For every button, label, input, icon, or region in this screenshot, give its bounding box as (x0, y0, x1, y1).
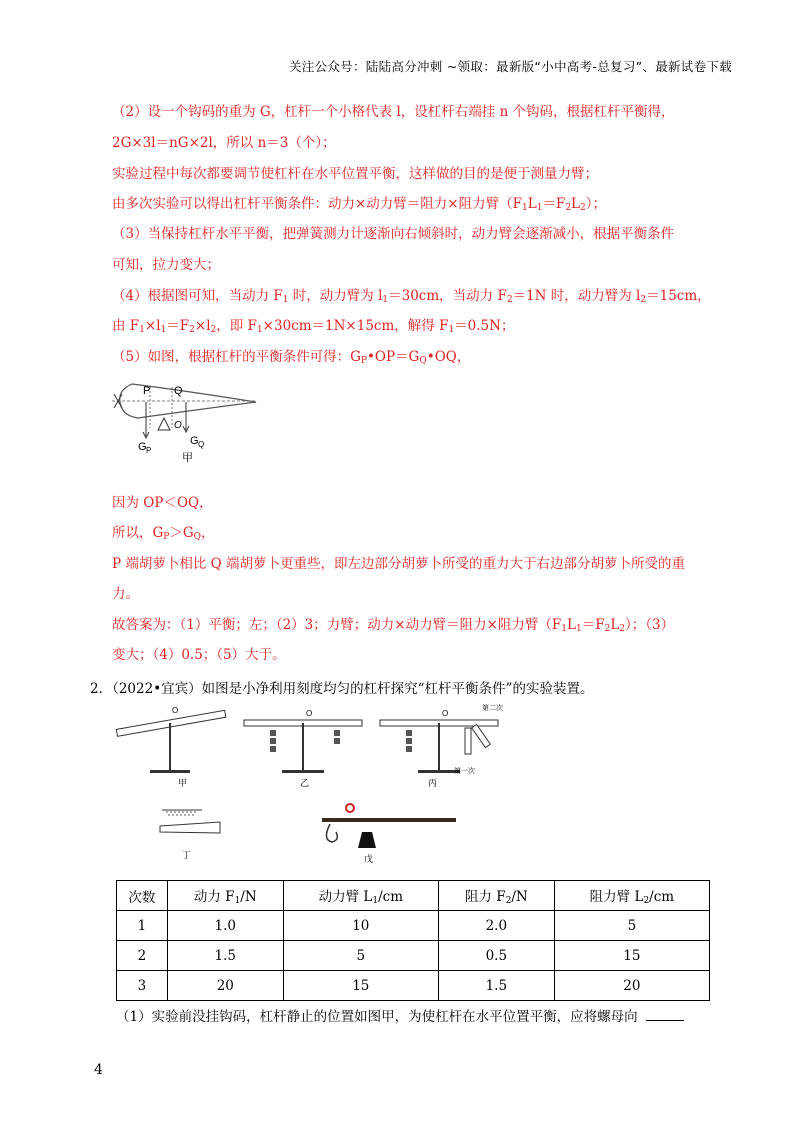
table-header-cell: 次数 (117, 881, 168, 911)
table-header-cell: 动力 $F_1/N$ (167, 881, 283, 911)
table-cell: 15 (283, 971, 438, 1001)
svg-text:第一次: 第一次 (454, 768, 475, 775)
table-cell: 1.0 (167, 911, 283, 941)
answer-line: 因为 OP＜OQ， (112, 495, 213, 511)
table-cell: 2 (117, 941, 168, 971)
answer-line: 可知，拉力变大； (112, 257, 220, 273)
figure-jia (116, 706, 226, 788)
svg-text:乙: 乙 (300, 778, 310, 788)
answer-line: 变大；（4）0.5；（5）大于。 (112, 647, 286, 663)
answer-line: 2G×3l＝nG×2l，所以 n＝3（个）； (112, 135, 336, 151)
table-header-cell: 阻力臂 $L_2/cm$ (554, 881, 709, 911)
answer-line: 所以，$G_P>G_Q$， (112, 525, 215, 542)
sub-question-1: （1）实验前没挂钩码，杠杆静止的位置如图甲，为使杠杆在水平位置平衡，应将螺母向 (116, 1005, 684, 1025)
table-cell: 3 (117, 971, 168, 1001)
table-row (117, 911, 710, 941)
svg-text:戊: 戊 (364, 854, 374, 864)
table-header-cell: 阻力 $F_2/N$ (438, 881, 554, 911)
table-cell: 1.5 (167, 941, 283, 971)
table-cell: 2.0 (438, 911, 554, 941)
figure-wu (322, 804, 456, 864)
svg-text:O: O (442, 709, 449, 718)
page-number: 4 (94, 1062, 103, 1078)
answer-line: （3）当保持杠杆水平平衡，把弹簧测力计逐渐向右倾斜时，动力臂会逐渐减小，根据平衡条件 (112, 226, 675, 242)
svg-text:O: O (306, 709, 313, 718)
svg-text:丁: 丁 (182, 850, 192, 860)
answer-line: 力。 (112, 586, 139, 602)
figure-bing (380, 703, 503, 788)
figure-ding (160, 810, 220, 860)
figure-yi (244, 709, 362, 788)
svg-text:甲: 甲 (178, 778, 188, 788)
table-cell: 0.5 (438, 941, 554, 971)
table-cell: 1.5 (438, 971, 554, 1001)
svg-text:第二次: 第二次 (482, 705, 503, 712)
svg-text:甲: 甲 (182, 452, 193, 464)
fulcrum (158, 418, 170, 430)
answer-line: （2）设一个钩码的重为 G，杠杆一个小格代表 l，设杠杆右端挂 n 个钩码，根据杠杆平衡得， (112, 104, 675, 120)
svg-text:Q: Q (174, 385, 183, 397)
table-cell: 1 (117, 911, 168, 941)
answer-line: P 端胡萝卜相比 Q 端胡萝卜更重些，即左边部分胡萝卜所受的重力大于右边部分胡萝卜所受的重 (112, 556, 686, 572)
svg-text:P: P (143, 385, 151, 397)
table-cell: 15 (554, 941, 709, 971)
svg-text:P: P (146, 446, 152, 455)
apparatus-figures (110, 698, 503, 870)
cross-mark (114, 394, 122, 408)
svg-text:O: O (174, 420, 182, 431)
table-header-row (117, 881, 710, 911)
table-cell: 20 (167, 971, 283, 1001)
answer-line: 由多次实验可以得出杠杆平衡条件：动力×动力臂＝阻力×阻力臂$(F_1L_1=F_2L_2)$； (112, 196, 606, 213)
svg-text:G: G (190, 435, 199, 447)
carrot-lever-figure (110, 372, 270, 464)
svg-text:丙: 丙 (428, 778, 438, 788)
svg-text:G: G (138, 441, 147, 453)
answer-blank[interactable] (646, 1020, 684, 1021)
answer-line: 由 $F_1\times l_1=F_2\times l_2$，即 $F_1\times 30cm=1N\times 15cm$，解得 $F_1=0.5N$； (112, 318, 515, 335)
table-cell: 20 (554, 971, 709, 1001)
svg-text:Q: Q (198, 440, 205, 449)
answer-line: 实验过程中每次都要调节使杠杆在水平位置平衡，这样做的目的是便于测量力臂； (112, 166, 598, 182)
table-header-cell: 动力臂 $L_1/cm$ (283, 881, 438, 911)
svg-text:O: O (172, 706, 179, 715)
table-cell: 5 (554, 911, 709, 941)
table-cell: 10 (283, 911, 438, 941)
answer-line: 故答案为：（1）平衡；左；（2）3；力臂；动力×动力臂＝阻力×阻力臂$(F_1L_1=F_2L_2)$；（3） (112, 617, 675, 634)
page-header: 关注公众号：陆陆高分冲刺 ~领取：最新版“小中高考-总复习”、最新试卷下载 (288, 59, 732, 74)
answer-line: （4）根据图可知，当动力 $F_1$ 时，动力臂为 $l_1=30cm$，当动力 $F_2=1N$ 时，动力臂为 $l_2=15cm$， (112, 288, 711, 305)
answer-line: （5）如图，根据杠杆的平衡条件可得：$G_P•OP=G_Q•OQ$， (112, 349, 471, 366)
experiment-data-table (116, 880, 710, 1001)
table-row (117, 941, 710, 971)
table-row (117, 971, 710, 1001)
table-cell: 5 (283, 941, 438, 971)
question-text: 2．（2022•宜宾）如图是小净利用刻度均匀的杠杆探究“杠杆平衡条件”的实验装置。 (90, 681, 594, 697)
